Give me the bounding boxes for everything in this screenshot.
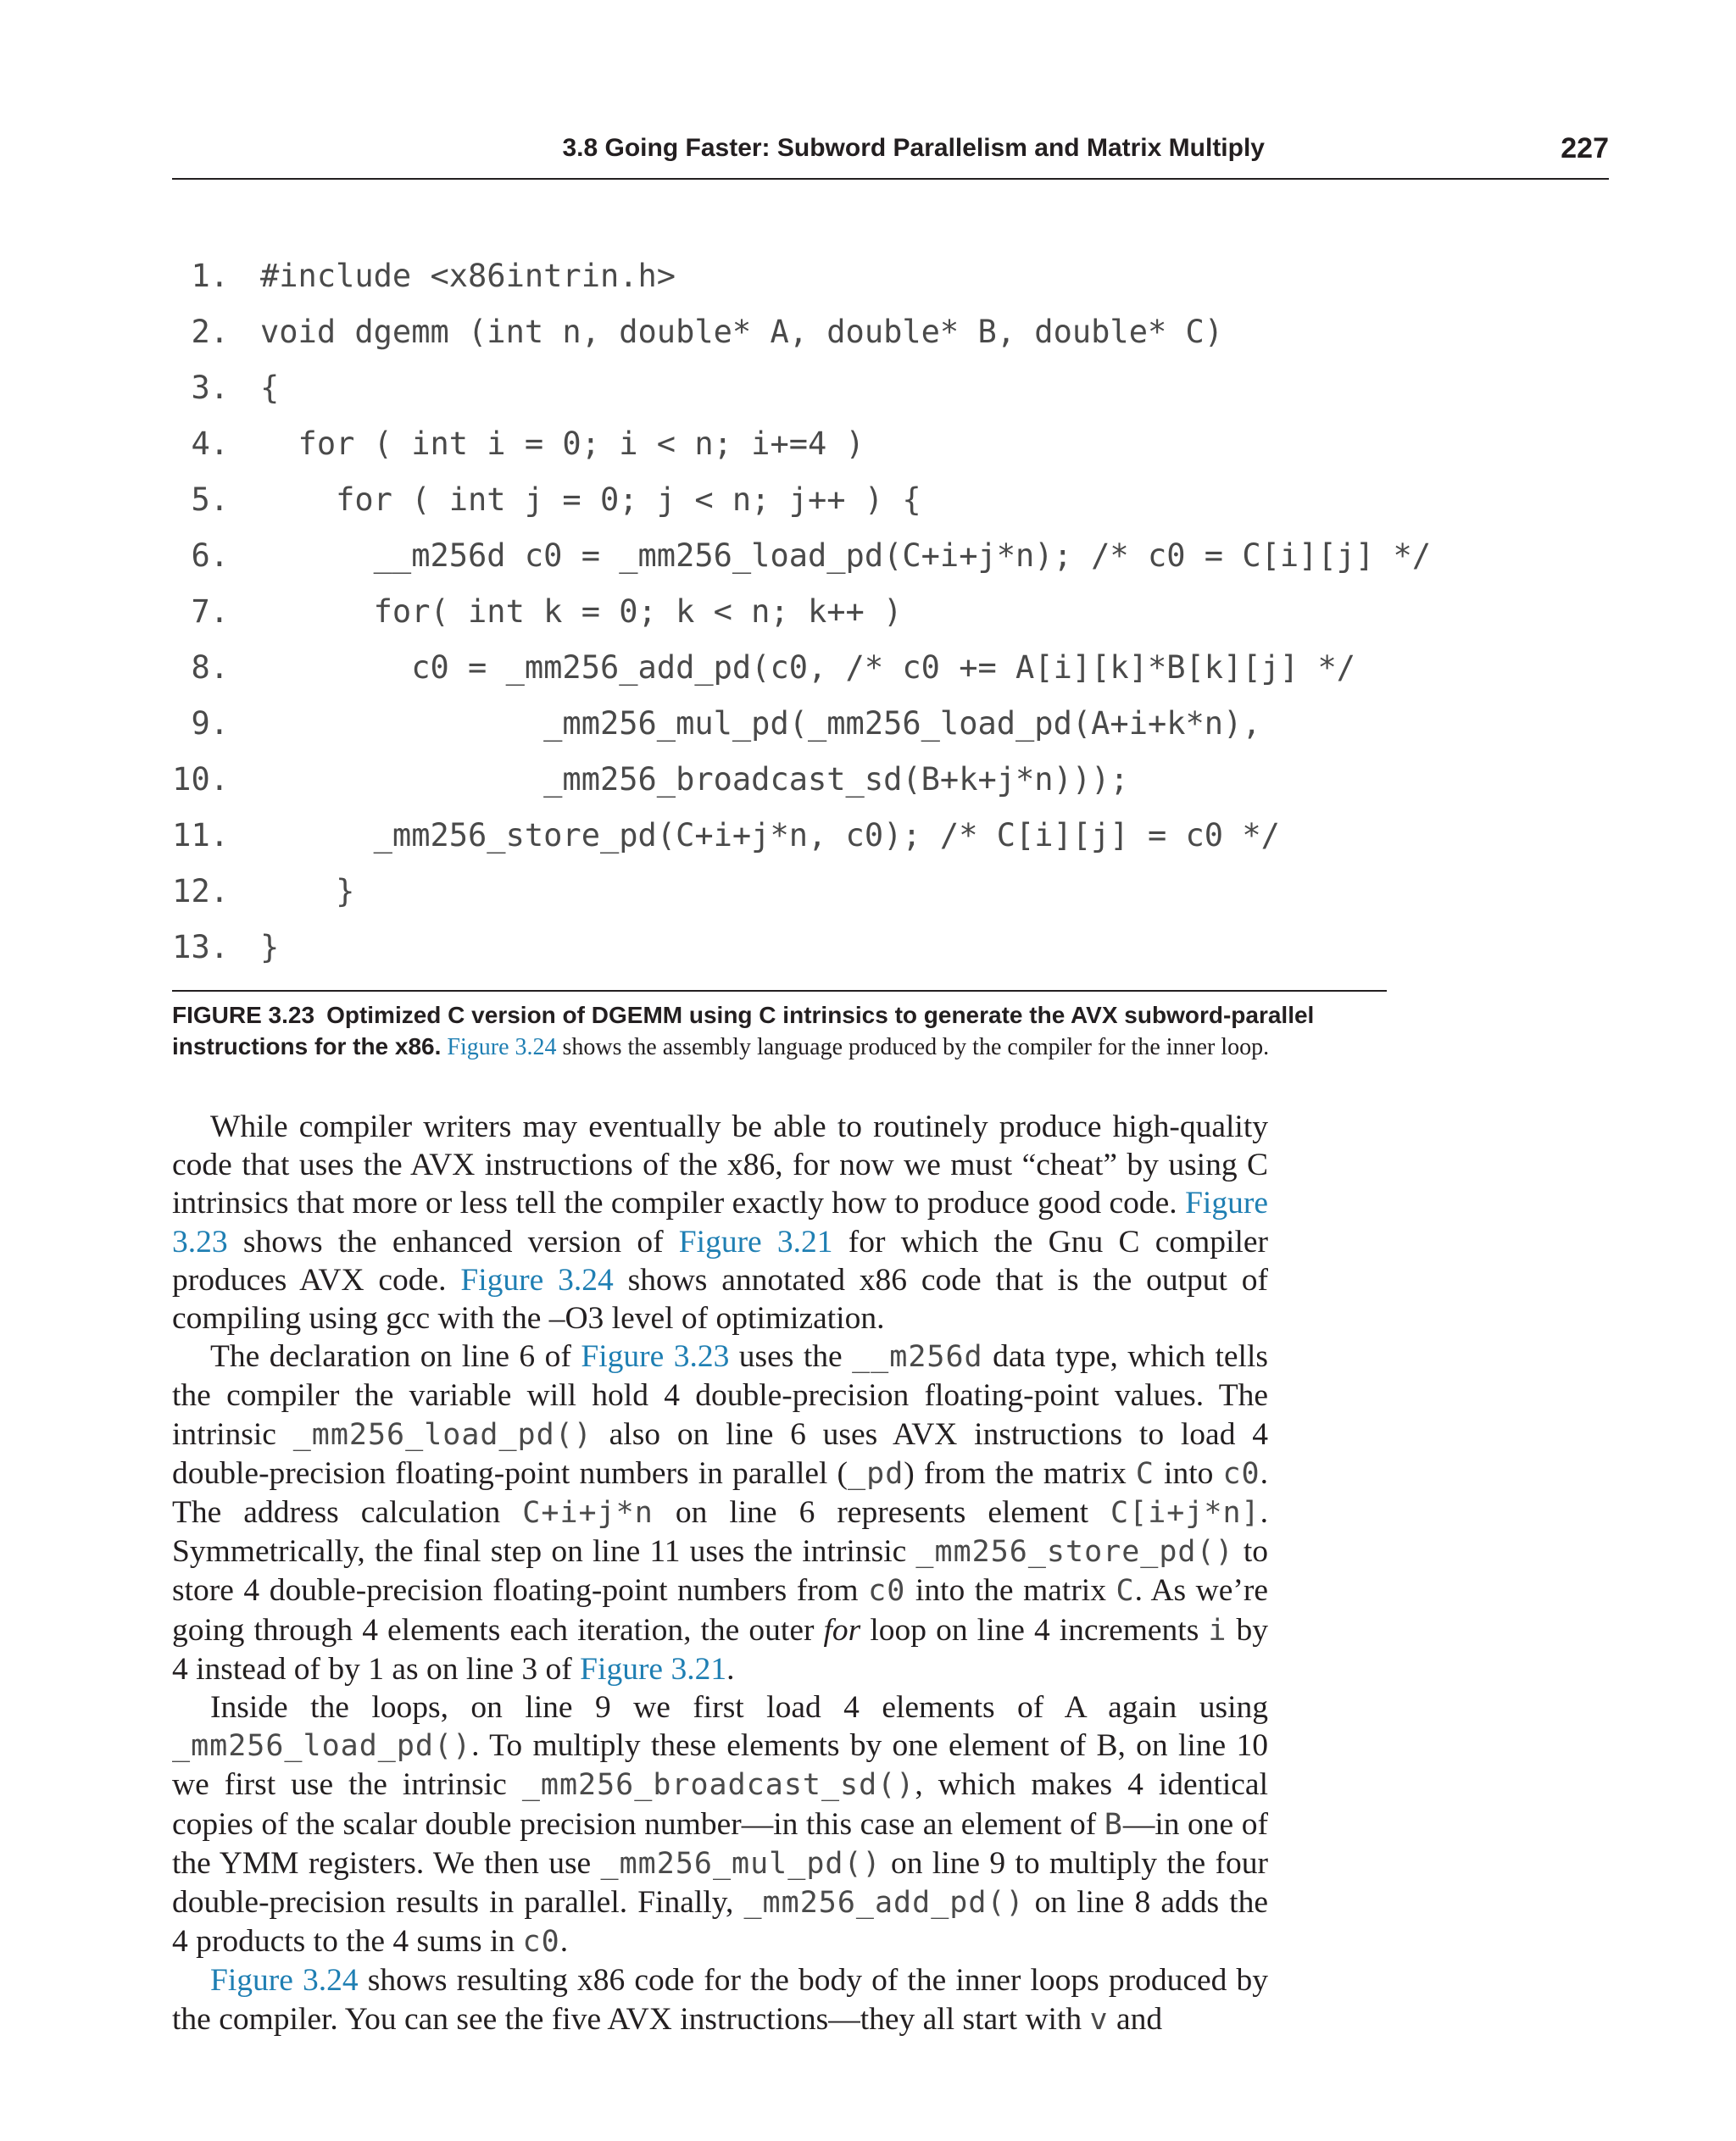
text: While compiler writers may eventually be able to routinely produce high-quality code that uses the AVX instructions of the x86, for now we must “cheat” by using C intrinsics that more or less tell the compiler exactly how to produce good code. xyxy=(172,1109,1268,1221)
line-number: 12. xyxy=(172,873,229,909)
inline-code: _mm256_broadcast_sd() xyxy=(521,1768,915,1803)
code-line xyxy=(161,472,1390,528)
caption-title: Optimized C version of DGEMM using C intrinsics to generate the AVX subword-parallel instructions for the x86. xyxy=(172,1002,1315,1059)
inline-code: _mm256_load_pd() xyxy=(172,1729,472,1764)
inline-code: B xyxy=(1104,1807,1123,1842)
code-line xyxy=(161,808,1390,864)
figure-link[interactable]: Figure 3.23 xyxy=(172,1186,1268,1260)
line-number: 11. xyxy=(172,817,229,854)
line-number: 7. xyxy=(191,593,229,630)
text: . Symmetrically, the final step on line 11 uses the intrinsic xyxy=(172,1495,1268,1570)
text: ) from the matrix xyxy=(904,1455,1136,1491)
code-text: } xyxy=(260,929,280,965)
code-line xyxy=(161,528,1432,584)
code-text: __m256d c0 = _mm256_load_pd(C+i+j*n); /* c0 = C[i][j] */ xyxy=(260,537,1432,574)
code-text: { xyxy=(260,370,280,406)
code-text: #include <x86intrin.h> xyxy=(260,258,676,294)
text: and xyxy=(1108,2001,1163,2037)
text: by 4 instead of by 1 as on line 3 of xyxy=(172,1612,1269,1687)
figure-caption xyxy=(172,1000,1393,1063)
figure-link[interactable]: Figure 3.21 xyxy=(580,1651,727,1687)
code-text: } xyxy=(260,873,355,909)
inline-code: _mm256_mul_pd() xyxy=(600,1846,882,1881)
section-title: 3.8 Going Faster: Subword Parallelism and Matrix Multiply xyxy=(562,134,1265,162)
code-text: for ( int i = 0; i < n; i+=4 ) xyxy=(260,425,865,462)
text: , which makes 4 identical copies of the scalar double precision number—in this case an element of xyxy=(172,1767,1268,1842)
text: on line 9 to multiply the four double-precision results in parallel. Finally, xyxy=(172,1845,1268,1921)
text: shows annotated x86 code that is the output of compiling using gcc with the –O3 level of optimization. xyxy=(172,1262,1268,1337)
figure-link[interactable]: Figure 3.24 xyxy=(460,1262,614,1298)
line-number: 5. xyxy=(191,481,229,518)
line-number: 4. xyxy=(191,425,229,462)
text: . xyxy=(559,1924,569,1960)
caption-text: shows the assembly language produced by the compiler for the inner loop. xyxy=(556,1034,1270,1060)
code-text: _mm256_mul_pd(_mm256_load_pd(A+i+k*n), xyxy=(260,705,1261,742)
code-text: void dgemm (int n, double* A, double* B, double* C) xyxy=(260,314,1224,350)
text: shows the enhanced version of xyxy=(227,1224,679,1260)
text: Inside the loops, on line 9 we first load 4 elements of A again using xyxy=(210,1690,1268,1726)
figure-link[interactable]: Figure 3.24 xyxy=(447,1034,557,1060)
text: on line 6 represents element xyxy=(653,1495,1111,1531)
running-header xyxy=(172,127,1609,180)
inline-code: C xyxy=(1135,1456,1155,1491)
inline-code: _pd xyxy=(848,1456,904,1491)
text: . xyxy=(726,1651,735,1687)
inline-code: _mm256_store_pd() xyxy=(915,1535,1234,1570)
inline-code: c0 xyxy=(1222,1456,1260,1491)
figure-link[interactable]: Figure 3.21 xyxy=(678,1224,833,1260)
code-line xyxy=(161,248,1390,304)
text: —in one of the YMM registers. We then use xyxy=(172,1806,1268,1881)
code-line xyxy=(161,696,1390,752)
line-number: 13. xyxy=(172,929,229,965)
text: into xyxy=(1154,1455,1223,1491)
code-line xyxy=(161,752,1390,808)
figure-label: FIGURE 3.23 xyxy=(172,1002,315,1028)
line-number: 1. xyxy=(191,258,229,294)
inline-code: v xyxy=(1089,2002,1109,2037)
paragraph xyxy=(172,1961,1268,2038)
code-line xyxy=(161,920,1390,976)
emphasis: for xyxy=(823,1612,861,1648)
figure-rule xyxy=(172,990,1387,992)
line-number: 6. xyxy=(191,537,229,574)
inline-code: c0 xyxy=(868,1574,906,1609)
text: . To multiply these elements by one element of B, on line 10 we first use the intrinsic xyxy=(172,1728,1268,1803)
line-number: 10. xyxy=(172,761,229,798)
line-number: 8. xyxy=(191,649,229,686)
code-line xyxy=(161,640,1390,696)
text: also on line 6 uses AVX instructions to load 4 double-precision floating-point numbers in parallel ( xyxy=(172,1416,1268,1491)
paragraph xyxy=(172,1108,1268,1337)
text: loop on line 4 increments xyxy=(860,1612,1209,1648)
inline-code: C xyxy=(1116,1574,1135,1609)
code-text: for( int k = 0; k < n; k++ ) xyxy=(260,593,903,630)
line-number: 3. xyxy=(191,370,229,406)
inline-code: __m256d xyxy=(852,1340,983,1375)
paragraph xyxy=(172,1688,1268,1961)
body-text xyxy=(172,1108,1268,2039)
code-line xyxy=(161,416,1390,472)
code-line xyxy=(161,864,1390,920)
code-text: _mm256_broadcast_sd(B+k+j*n))); xyxy=(260,761,1129,798)
text: to store 4 double-precision floating-point numbers from xyxy=(172,1534,1268,1609)
text: into the matrix xyxy=(905,1573,1116,1609)
inline-code: _mm256_load_pd() xyxy=(292,1417,593,1452)
inline-code: _mm256_add_pd() xyxy=(743,1886,1025,1921)
text: The declaration on line 6 of xyxy=(210,1339,581,1375)
code-line xyxy=(161,304,1390,360)
line-number: 9. xyxy=(191,705,229,742)
text: on line 8 adds the 4 products to the 4 sums in xyxy=(172,1885,1268,1960)
code-text: for ( int j = 0; j < n; j++ ) { xyxy=(260,481,921,518)
text: . As we’re going through 4 elements each iteration, the outer xyxy=(172,1573,1269,1648)
inline-code: C+i+j*n xyxy=(522,1496,654,1531)
code-text: _mm256_store_pd(C+i+j*n, c0); /* C[i][j] = c0 */ xyxy=(260,817,1280,854)
text: for which the Gnu C compiler produces AVX code. xyxy=(172,1224,1268,1298)
inline-code: c0 xyxy=(522,1925,560,1960)
code-text: c0 = _mm256_add_pd(c0, /* c0 += A[i][k]*B[k][j] */ xyxy=(260,649,1356,686)
code-line xyxy=(161,584,1390,640)
inline-code: C[i+j*n] xyxy=(1110,1496,1260,1531)
paragraph xyxy=(172,1337,1268,1688)
text: . The address calculation xyxy=(172,1455,1269,1531)
text: data type, which tells the compiler the variable will hold 4 double-precision floating-point values. The intrinsic xyxy=(172,1339,1268,1452)
figure-link[interactable]: Figure 3.24 xyxy=(210,1963,359,1999)
text: shows resulting x86 code for the body of the inner loops produced by the compiler. You can see the five AVX instructions—they all start with xyxy=(172,1963,1268,2037)
figure-link[interactable]: Figure 3.23 xyxy=(581,1339,730,1375)
page-number: 227 xyxy=(1561,132,1609,164)
line-number: 2. xyxy=(191,314,229,350)
inline-code: i xyxy=(1208,1613,1227,1648)
code-listing xyxy=(161,248,1432,976)
text: uses the xyxy=(729,1339,853,1375)
code-line xyxy=(161,360,1390,416)
